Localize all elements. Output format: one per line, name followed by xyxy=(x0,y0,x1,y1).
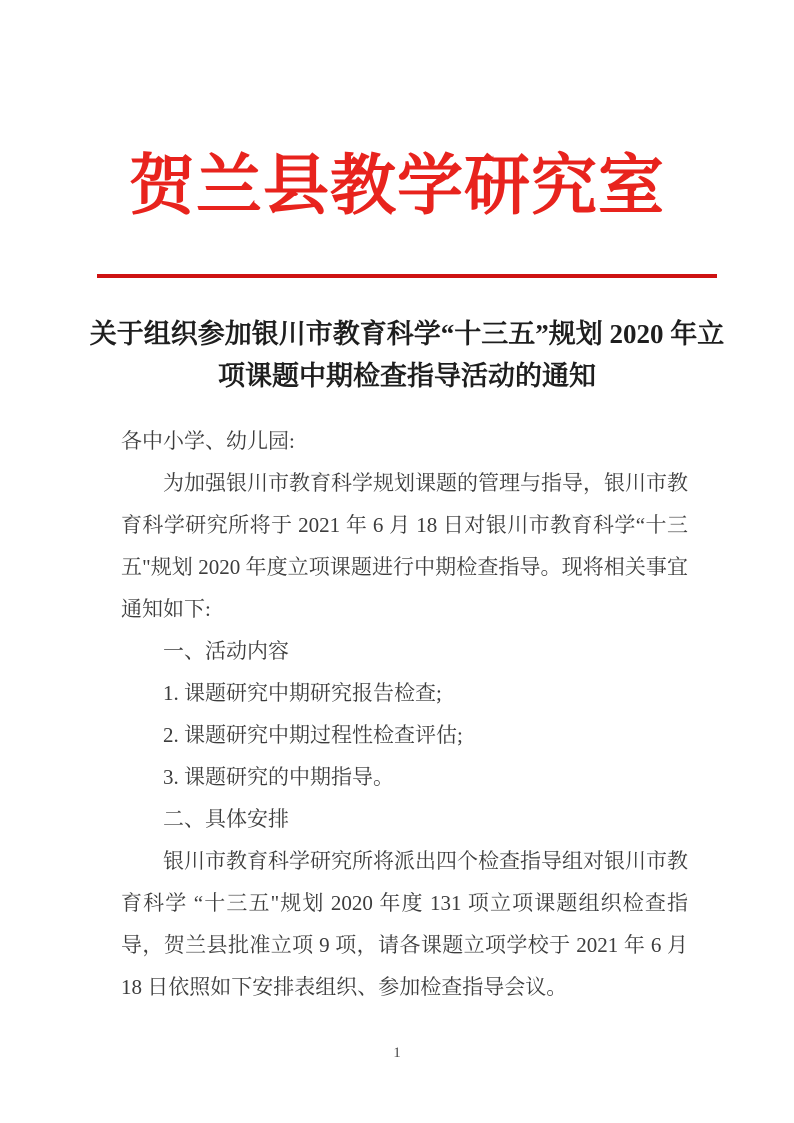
body-paragraph-item-1: 1. 课题研究中期研究报告检查; xyxy=(163,681,442,705)
body-paragraph-section-2-heading: 二、具体安排 xyxy=(163,807,289,831)
page-footer xyxy=(0,1045,794,1062)
page-number: 1 xyxy=(393,1045,401,1061)
letterhead-org-name: 贺兰县教学研究室 xyxy=(129,148,665,222)
body-paragraph-section-1-heading: 一、活动内容 xyxy=(163,639,289,663)
document-title-line-2: 项课题中期检查指导活动的通知 xyxy=(218,361,596,391)
document-title-line-1: 关于组织参加银川市教育科学“十三五”规划 2020 年立 xyxy=(89,319,725,349)
body-paragraph-item-2: 2. 课题研究中期过程性检查评估; xyxy=(163,723,463,747)
body-paragraph-salutation: 各中小学、幼儿园: xyxy=(121,429,295,453)
body-paragraph-intro: 为加强银川市教育科学规划课题的管理与指导，银川市教育科学研究所将于 2021 年 6 月 18 日对银川市教育科学“十三五"规划 2020 年度立项课题进行中期检查指导。现将相关事宜通知如下: xyxy=(121,471,688,621)
document-title xyxy=(87,313,727,397)
document-body xyxy=(121,420,688,1008)
letterhead-divider-line xyxy=(97,274,717,278)
body-paragraph-item-3: 3. 课题研究的中期指导。 xyxy=(163,765,394,789)
body-paragraph-arrangement: 银川市教育科学研究所将派出四个检查指导组对银川市教育科学 “十三五"规划 2020 年度 131 项立项课题组织检查指导，贺兰县批准立项 9 项，请各课题立项学校于 2021 年 6 月 18 日依照如下安排表组织、参加检查指导会议。 xyxy=(121,849,688,999)
